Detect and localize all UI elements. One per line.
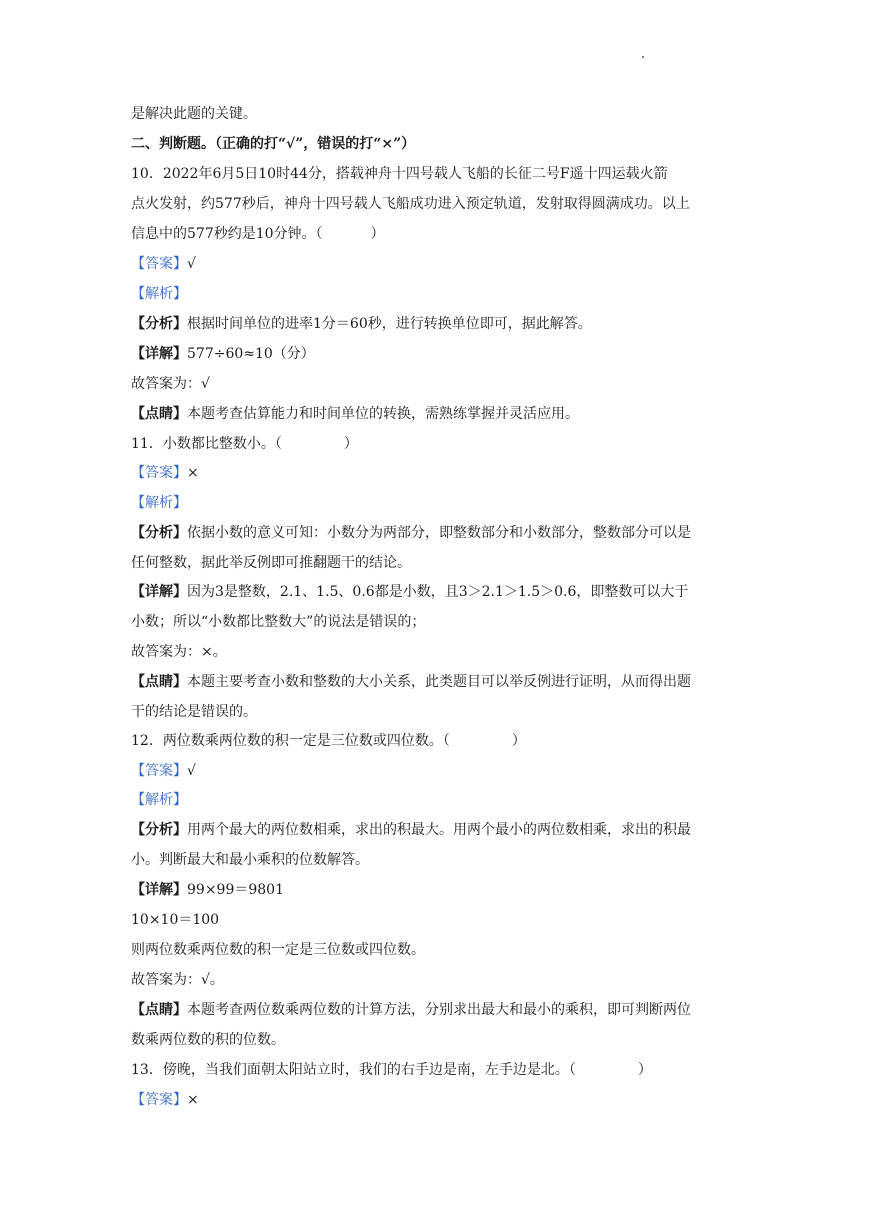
fenxi-text: 依据小数的意义可知：小数分为两部分，即整数部分和小数部分，整数部分可以是 <box>187 525 691 541</box>
dianjing-label: 【点睛】 <box>131 406 187 422</box>
q12-xiangjie-line3: 则两位数乘两位数的积一定是三位数或四位数。 <box>131 942 425 958</box>
q11-fenxi-line1 <box>131 523 691 543</box>
xiangjie-label: 【详解】 <box>131 346 187 362</box>
q12-stem-text: 12．两位数乘两位数的积一定是三位数或四位数。（ <box>131 733 450 749</box>
fenxi-label: 【分析】 <box>131 316 187 332</box>
q10-answer <box>131 254 196 274</box>
q12-conclusion: 故答案为：√。 <box>131 972 224 988</box>
q10-analysis-label: 【解析】 <box>131 286 187 302</box>
xiangjie-label: 【详解】 <box>131 584 187 600</box>
answer-label: 【答案】 <box>131 1092 187 1108</box>
q12-fenxi-line2: 小。判断最大和最小乘积的位数解答。 <box>131 852 369 868</box>
xiangjie-text: 99×99＝9801 <box>187 882 284 898</box>
q13-close-paren: ） <box>637 1062 652 1078</box>
q10-conclusion: 故答案为：√ <box>131 376 210 392</box>
previous-text-tail: 是解决此题的关键。 <box>131 106 257 122</box>
fenxi-text: 用两个最大的两位数相乘，求出的积最大。用两个最小的两位数相乘，求出的积最 <box>187 822 691 838</box>
q12-fenxi-line1 <box>131 820 691 840</box>
answer-value: √ <box>187 256 196 272</box>
section-title: 二、判断题。（正确的打“√”，错误的打“×”） <box>131 136 416 152</box>
answer-value: √ <box>187 763 196 779</box>
answer-value: × <box>187 465 199 481</box>
q11-stem-line1 <box>131 434 358 454</box>
q10-close-paren: ） <box>370 226 385 242</box>
q12-close-paren: ） <box>511 733 526 749</box>
q11-xiangjie-line2: 小数；所以“小数都比整数大”的说法是错误的； <box>131 614 426 630</box>
answer-label: 【答案】 <box>131 465 187 481</box>
q12-stem-line1 <box>131 731 526 751</box>
q12-dianjing-line1 <box>131 1000 691 1020</box>
q10-xiangjie <box>131 344 315 364</box>
q10-stem-line1: 10．2022年6月5日10时44分，搭载神舟十四号载人飞船的长征二号F遥十四运载火箭 <box>131 166 668 182</box>
fenxi-label: 【分析】 <box>131 822 187 838</box>
q13-stem-line1 <box>131 1060 652 1080</box>
dianjing-text: 本题考查估算能力和时间单位的转换，需熟练掌握并灵活应用。 <box>187 406 579 422</box>
q11-dianjing-line2: 干的结论是错误的。 <box>131 704 257 720</box>
q12-answer <box>131 761 196 781</box>
dianjing-label: 【点睛】 <box>131 674 187 690</box>
q10-stem-line2: 点火发射，约577秒后，神舟十四号载人飞船成功进入预定轨道，发射取得圆满成功。以上 <box>131 196 690 212</box>
q12-xiangjie-line1 <box>131 880 284 900</box>
answer-label: 【答案】 <box>131 256 187 272</box>
header-dot <box>642 56 644 58</box>
dianjing-text: 本题主要考查小数和整数的大小关系，此类题目可以举反例进行证明，从而得出题 <box>187 674 691 690</box>
fenxi-label: 【分析】 <box>131 525 187 541</box>
q10-stem-line3 <box>131 224 385 244</box>
q10-fenxi <box>131 314 592 334</box>
q11-analysis-label: 【解析】 <box>131 495 187 511</box>
q12-analysis-label: 【解析】 <box>131 792 187 808</box>
q11-stem-text: 11．小数都比整数小。（ <box>131 436 282 452</box>
q10-stem-text: 信息中的577秒约是10分钟。（ <box>131 226 323 242</box>
q11-close-paren: ） <box>343 436 358 452</box>
xiangjie-text: 577÷60≈10（分） <box>187 346 315 362</box>
xiangjie-text: 因为3是整数，2.1、1.5、0.6都是小数，且3＞2.1＞1.5＞0.6，即整数可以大于 <box>187 584 689 600</box>
dianjing-label: 【点睛】 <box>131 1002 187 1018</box>
answer-label: 【答案】 <box>131 763 187 779</box>
q13-stem-text: 13．傍晚，当我们面朝太阳站立时，我们的右手边是南，左手边是北。（ <box>131 1062 576 1078</box>
dianjing-text: 本题考查两位数乘两位数的计算方法，分别求出最大和最小的乘积，即可判断两位 <box>187 1002 691 1018</box>
q11-answer <box>131 463 199 483</box>
answer-value: × <box>187 1092 199 1108</box>
q10-dianjing <box>131 404 579 424</box>
q11-fenxi-line2: 任何整数，据此举反例即可推翻题干的结论。 <box>131 555 411 571</box>
q12-xiangjie-line2: 10×10＝100 <box>131 912 220 928</box>
q11-xiangjie-line1 <box>131 582 688 602</box>
q13-answer <box>131 1090 199 1110</box>
q12-dianjing-line2: 数乘两位数的积的位数。 <box>131 1032 285 1048</box>
xiangjie-label: 【详解】 <box>131 882 187 898</box>
q11-conclusion: 故答案为：×。 <box>131 644 227 660</box>
q11-dianjing-line1 <box>131 672 691 692</box>
fenxi-text: 根据时间单位的进率1分＝60秒，进行转换单位即可，据此解答。 <box>187 316 592 332</box>
